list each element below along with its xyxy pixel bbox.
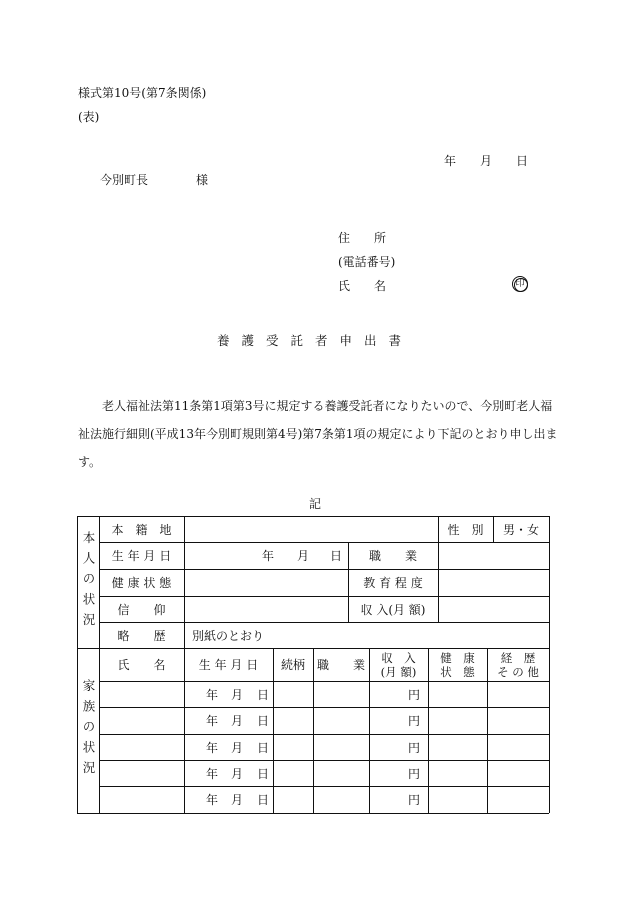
family-row <box>77 734 549 760</box>
name-label: 氏 名 <box>338 279 387 293</box>
family-income-input[interactable]: 円 <box>407 793 420 807</box>
education-label: 教 育 程 度 <box>363 576 423 590</box>
phone-label: (電話番号) <box>338 255 396 269</box>
family-birth-input[interactable] <box>184 707 273 734</box>
family-birth-input[interactable] <box>184 786 273 813</box>
birth-year-label: 年 <box>262 549 275 563</box>
birth-label: 生 年 月 日 <box>111 549 172 563</box>
family-year-label: 年 <box>206 714 219 728</box>
job-label: 職 業 <box>368 549 417 563</box>
belief-label: 信 仰 <box>117 602 166 617</box>
job-input[interactable] <box>438 542 549 569</box>
family-name-input[interactable] <box>99 786 184 813</box>
family-month-label: 月 <box>231 740 244 755</box>
family-year-label: 年 <box>206 740 219 755</box>
ki-label: 記 <box>308 497 321 511</box>
family-month-label: 月 <box>231 687 244 702</box>
family-income-input[interactable]: 円 <box>407 687 420 702</box>
family-birth-input[interactable] <box>184 734 273 760</box>
family-income-input[interactable]: 円 <box>407 714 420 728</box>
history-value[interactable]: 別紙のとおり <box>192 628 265 643</box>
date-month-label: 月 <box>480 154 493 168</box>
family-day-label: 日 <box>257 687 270 702</box>
belief-input[interactable] <box>184 596 348 622</box>
health-label: 健 康 状 態 <box>111 576 172 590</box>
family-relation-header: 続柄 <box>280 658 305 672</box>
family-month-label: 月 <box>231 793 244 807</box>
family-income-header: 収 入 (月 額) <box>380 650 417 679</box>
family-birth-input[interactable] <box>184 760 273 786</box>
birth-month-label: 月 <box>297 549 310 563</box>
family-birth-input[interactable] <box>184 681 273 707</box>
birth-day-label: 日 <box>330 549 343 563</box>
addressee: 今別町長 <box>100 173 149 187</box>
sex-label: 性 別 <box>447 522 484 537</box>
history-label: 略 歴 <box>117 628 166 643</box>
birth-input[interactable] <box>184 542 348 569</box>
self-section-label: 本人の状況 <box>81 530 96 634</box>
family-year-label: 年 <box>206 766 219 781</box>
income-label: 収 入(月 額) <box>360 602 426 617</box>
family-day-label: 日 <box>257 714 270 728</box>
family-row <box>77 760 549 786</box>
family-day-label: 日 <box>257 766 270 781</box>
family-year-label: 年 <box>206 687 219 702</box>
sex-value[interactable]: 男・女 <box>502 522 539 537</box>
family-name-header: 氏 名 <box>117 658 166 672</box>
family-row <box>77 786 549 813</box>
family-name-input[interactable] <box>99 707 184 734</box>
family-income-input[interactable]: 円 <box>407 766 420 781</box>
education-input[interactable] <box>438 569 549 596</box>
body-text: 老人福祉法第11条第1項第3号に規定する養護受託者になりたいので、今別町老人福祉法施行細則(平成13年今別町規則第4号)第7条第1項の規定により下記のとおり申し出ます。 <box>78 399 558 469</box>
family-history-header: 経 歴 そ の 他 <box>497 650 539 679</box>
date-year-label: 年 <box>444 154 457 168</box>
honseki-input[interactable] <box>184 516 438 542</box>
health-input[interactable] <box>184 569 348 596</box>
front-side-label: (表) <box>78 110 100 124</box>
family-name-input[interactable] <box>99 760 184 786</box>
document-title: 養護受託者申出書 <box>216 333 413 348</box>
honseki-label: 本 籍 地 <box>111 522 172 537</box>
family-month-label: 月 <box>231 766 244 781</box>
address-label: 住 所 <box>338 231 387 245</box>
family-row <box>77 681 549 707</box>
family-row <box>77 707 549 734</box>
addressee-honorific: 様 <box>196 173 209 187</box>
income-input[interactable] <box>438 596 549 622</box>
family-name-input[interactable] <box>99 734 184 760</box>
form-number: 様式第10号(第7条関係) <box>78 86 207 100</box>
date-day-label: 日 <box>516 154 529 168</box>
family-name-input[interactable] <box>99 681 184 707</box>
family-year-label: 年 <box>206 793 219 807</box>
family-job-header: 職 業 <box>316 658 365 672</box>
family-health-header: 健 康 状 態 <box>440 650 475 679</box>
family-income-input[interactable]: 円 <box>407 740 420 755</box>
seal-mark: 印 <box>512 276 528 292</box>
family-month-label: 月 <box>231 714 244 728</box>
family-day-label: 日 <box>257 740 270 755</box>
family-day-label: 日 <box>257 793 270 807</box>
family-birth-header: 生 年 月 日 <box>198 658 259 672</box>
family-section-label: 家族の状況 <box>81 679 96 782</box>
